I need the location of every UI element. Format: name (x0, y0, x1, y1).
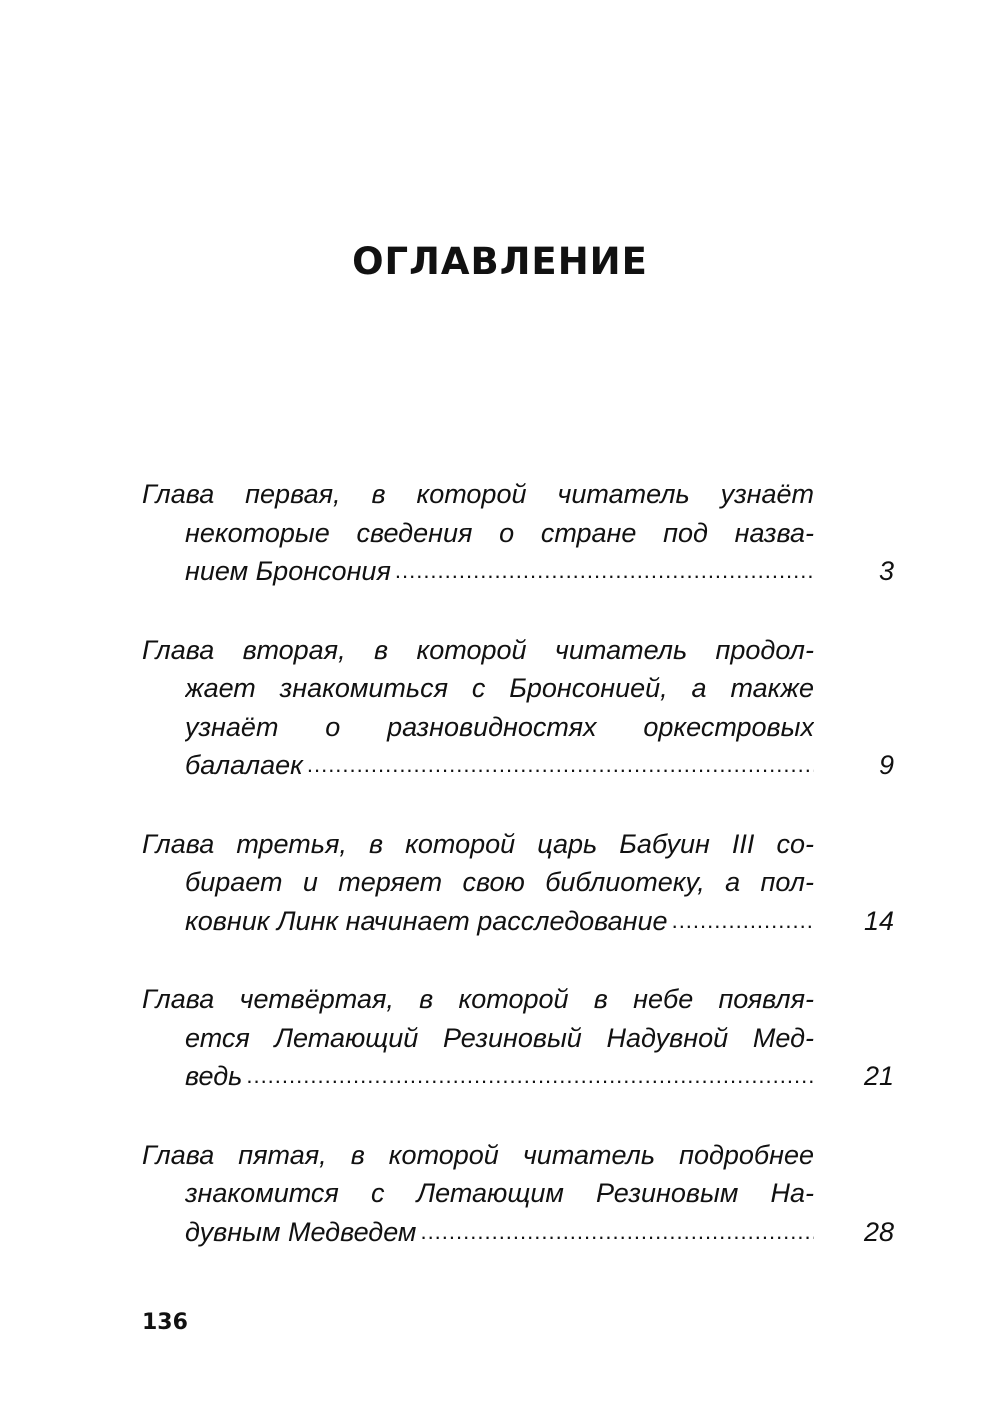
dot-leader (246, 1057, 814, 1096)
entry-last-line (185, 746, 814, 785)
entry-text-line: Глава первая, в которой читатель узнаёт (142, 479, 814, 509)
toc-entry-4 (142, 980, 894, 1096)
entry-text-line: бирает и теряет свою библиотеку, а пол- (185, 867, 814, 897)
entry-last-line (185, 552, 814, 591)
entry-last-line (185, 1213, 814, 1252)
dot-leader (395, 552, 814, 591)
entry-text-line: ковник Линк начинает расследование (185, 905, 668, 936)
entry-text-line: дувным Медведем (185, 1216, 417, 1247)
entry-text-line: Глава четвёртая, в которой в небе появля- (142, 984, 814, 1014)
entry-text-line: Глава третья, в которой царь Бабуин III со- (142, 828, 814, 859)
dot-leader (307, 746, 814, 785)
page-number: 3 (878, 556, 894, 586)
entry-text-line: Глава вторая, в которой читатель продол- (142, 634, 814, 665)
dot-leader (420, 1213, 814, 1252)
page-title: ОГЛАВЛЕНИЕ (352, 240, 648, 283)
entry-text-line: нием Бронсония (185, 556, 391, 586)
page-number: 9 (878, 750, 894, 780)
toc-entry-5 (142, 1136, 894, 1252)
entry-text-line: ведь (185, 1061, 243, 1091)
page-number: 28 (863, 1216, 894, 1247)
page-number: 14 (863, 905, 894, 936)
folio-page-number: 136 (142, 1310, 188, 1335)
entry-text-line: ется Летающий Резиновый Надувной Мед- (185, 1022, 814, 1053)
table-of-contents (142, 475, 894, 1291)
entry-text-line: некоторые сведения о стране под назва- (185, 517, 814, 548)
toc-entry-3 (142, 825, 894, 941)
page-number: 21 (863, 1061, 894, 1091)
entry-text-line: Глава пятая, в которой читатель подробнее (142, 1139, 814, 1170)
entry-last-line (185, 1057, 814, 1096)
entry-text-line: узнаёт о разновидностях оркестровых (185, 711, 814, 742)
entry-text-line: жает знакомиться с Бронсонией, а также (185, 673, 814, 703)
entry-text-line: балалаек (185, 750, 303, 780)
toc-entry-2 (142, 631, 894, 785)
entry-last-line (185, 902, 814, 941)
toc-entry-1 (142, 475, 894, 591)
entry-text-line: знакомится с Летающим Резиновым На- (185, 1178, 814, 1208)
dot-leader (672, 902, 814, 941)
